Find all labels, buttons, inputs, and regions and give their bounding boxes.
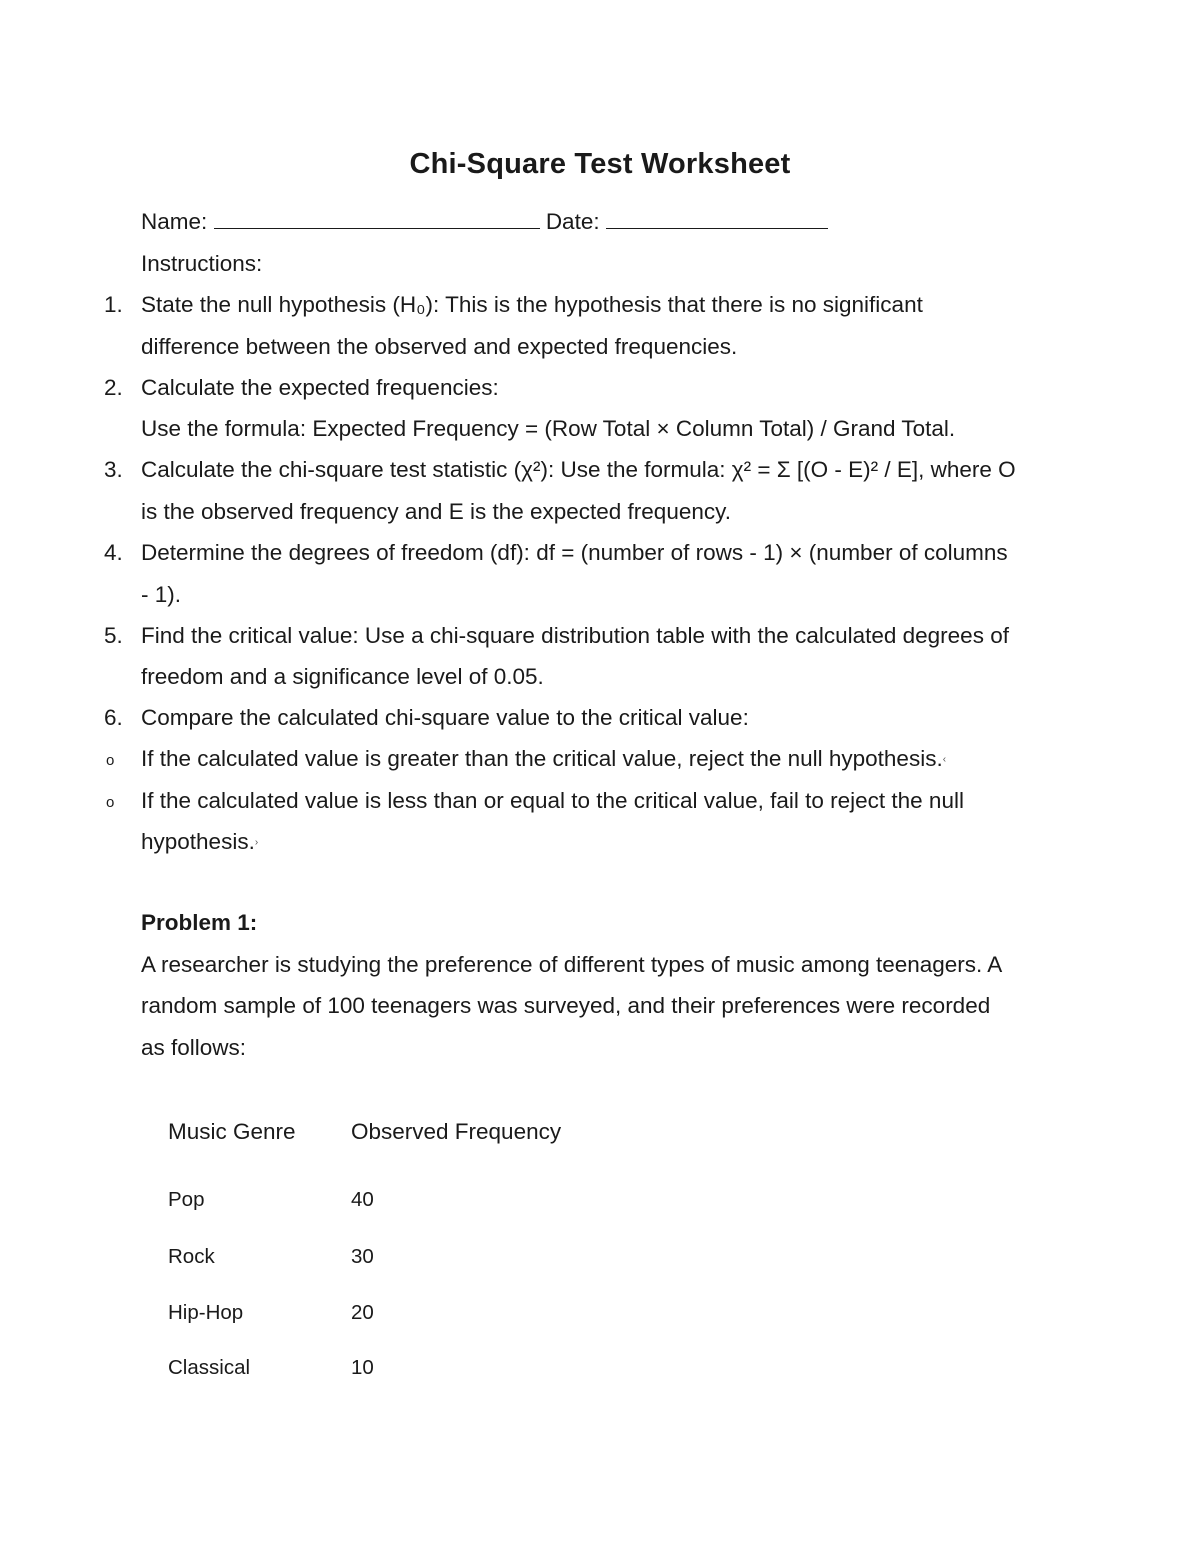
step-text: Use the formula: Expected Frequency = (Row Total × Column Total) / Grand Total. (141, 416, 956, 441)
page-title: Chi-Square Test Worksheet (409, 148, 791, 180)
step-text: difference between the observed and expected frequencies. (141, 334, 738, 359)
problem-text: random sample of 100 teenagers was surveyed, and their preferences were recorded (141, 993, 991, 1018)
frequency-cell: 30 (351, 1245, 374, 1268)
date-label: Date: (545, 209, 600, 234)
step-text: - 1). (141, 582, 182, 607)
step-number: 6. (104, 705, 123, 730)
step-number: 3. (104, 457, 123, 482)
step-text: Find the critical value: Use a chi-square distribution table with the calculated degrees of (141, 623, 1009, 648)
problem-heading: Problem 1: (141, 910, 258, 935)
step-text: freedom and a significance level of 0.05. (141, 664, 544, 689)
bullet-icon: o (106, 794, 115, 811)
sub-bullet-text (141, 827, 258, 858)
genre-cell: Rock (168, 1245, 215, 1268)
sub-bullet-text (141, 744, 946, 775)
step-text: Determine the degrees of freedom (df): df = (number of rows - 1) × (number of columns (141, 540, 1008, 565)
problem-text: A researcher is studying the preference of different types of music among teenagers. A (141, 952, 1003, 977)
genre-cell: Hip-Hop (168, 1301, 244, 1324)
sub-bullet-line: hypothesis. (141, 829, 255, 854)
name-date-line (141, 207, 828, 237)
sub-bullet-line: If the calculated value is greater than the critical value, reject the null hypothesis. (141, 746, 943, 771)
annotation-mark: › (254, 837, 259, 849)
annotation-mark: ‹ (942, 754, 947, 766)
sub-bullet-text: If the calculated value is less than or equal to the critical value, fail to reject the null (141, 788, 964, 813)
step-text: State the null hypothesis (H₀): This is the hypothesis that there is no significant (141, 292, 923, 317)
table-header-genre: Music Genre (168, 1119, 296, 1144)
step-text: is the observed frequency and E is the expected frequency. (141, 499, 731, 524)
frequency-cell: 20 (351, 1301, 374, 1324)
problem-text: as follows: (141, 1035, 247, 1060)
date-blank[interactable] (606, 208, 828, 229)
step-number: 2. (104, 375, 123, 400)
step-number: 5. (104, 623, 123, 648)
instructions-label: Instructions: (141, 251, 263, 276)
name-label: Name: (141, 209, 208, 234)
step-number: 1. (104, 292, 123, 317)
genre-cell: Classical (168, 1356, 251, 1379)
step-text: Compare the calculated chi-square value to the critical value: (141, 705, 749, 730)
step-text: Calculate the expected frequencies: (141, 375, 499, 400)
genre-cell: Pop (168, 1188, 205, 1211)
name-blank[interactable] (214, 208, 540, 229)
step-number: 4. (104, 540, 123, 565)
frequency-cell: 10 (351, 1356, 374, 1379)
table-header-frequency: Observed Frequency (351, 1119, 562, 1144)
bullet-icon: o (106, 752, 115, 769)
frequency-cell: 40 (351, 1188, 374, 1211)
step-text: Calculate the chi-square test statistic (χ²): Use the formula: χ² = Σ [(O - E)² / E], where O (141, 457, 1016, 482)
